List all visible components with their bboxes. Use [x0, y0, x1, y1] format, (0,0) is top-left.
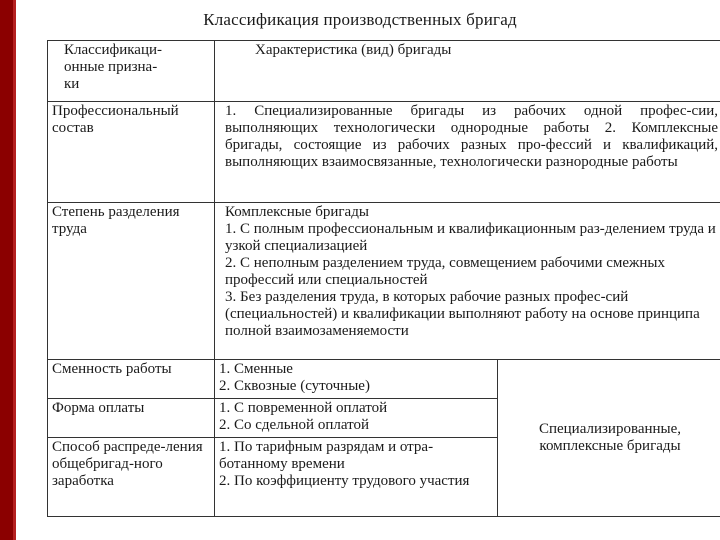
row-cell-earnings-distribution [215, 438, 498, 517]
row-cell-payment-form [215, 399, 498, 438]
row-text-professional-composition: 1. Специализированные бригады из рабочих одной профес-сии, выполняющих технологически однородные работы 2. Комплексные бригады, состоящие из рабочих разных про-фессий и квалификаций, выполняющих взаимосвязанные, технологически разнородные работы [215, 102, 720, 203]
page-title: Классификация производственных бригад [203, 10, 517, 29]
slide-left-accent-bar [0, 0, 13, 540]
payment-form-item-2: 2. Со сдельной оплатой [219, 417, 369, 433]
division-of-labor-item-2: 2. С неполным разделением труда, совмещением рабочими смежных профессий или специальностей [225, 255, 666, 288]
merged-note-text: Специализированные, комплексные бригады [538, 421, 682, 454]
division-of-labor-heading: Комплексные бригады [225, 204, 369, 220]
classification-table [47, 40, 720, 517]
shift-work-item-2: 2. Сквозные (суточные) [219, 378, 370, 394]
row-label-professional-composition: Профессиональный состав [48, 102, 215, 203]
row-label-earnings-distribution: Способ распреде-ления общебригад-ного заработка [48, 438, 215, 517]
row-cell-division-of-labor [215, 203, 720, 360]
payment-form-item-1: 1. С повременной оплатой [219, 400, 388, 416]
table-row [48, 102, 720, 203]
division-of-labor-item-3: 3. Без разделения труда, в которых рабочие разных профес-сий (специальностей) и квалификации выполняют работу на основе принципа полной взаимозаменяемости [225, 289, 700, 339]
table-row [48, 203, 720, 360]
row-label-division-of-labor: Степень разделения труда [48, 203, 215, 360]
shift-work-item-1: 1. Сменные [219, 361, 293, 377]
header-brigade-characteristic-label: Характеристика (вид) бригады [255, 42, 452, 58]
merged-note-cell [498, 360, 720, 517]
slide-left-accent-stripe [13, 0, 16, 540]
division-of-labor-item-1: 1. С полным профессиональным и квалификационным раз-делением труда и узкой специализацией [225, 221, 716, 254]
row-label-payment-form: Форма оплаты [48, 399, 215, 438]
row-cell-shift-work [215, 360, 498, 399]
earnings-distribution-item-2: 2. По коэффициенту трудового участия [219, 473, 470, 489]
header-classification-criteria: Классификаци- онные призна- ки [48, 41, 215, 102]
row-label-shift-work: Сменность работы [48, 360, 215, 399]
header-brigade-characteristic [215, 41, 720, 102]
earnings-distribution-item-1: 1. По тарифным разрядам и отра-ботанному времени [219, 439, 434, 472]
table-row [48, 360, 720, 399]
table-header-row [48, 41, 720, 102]
